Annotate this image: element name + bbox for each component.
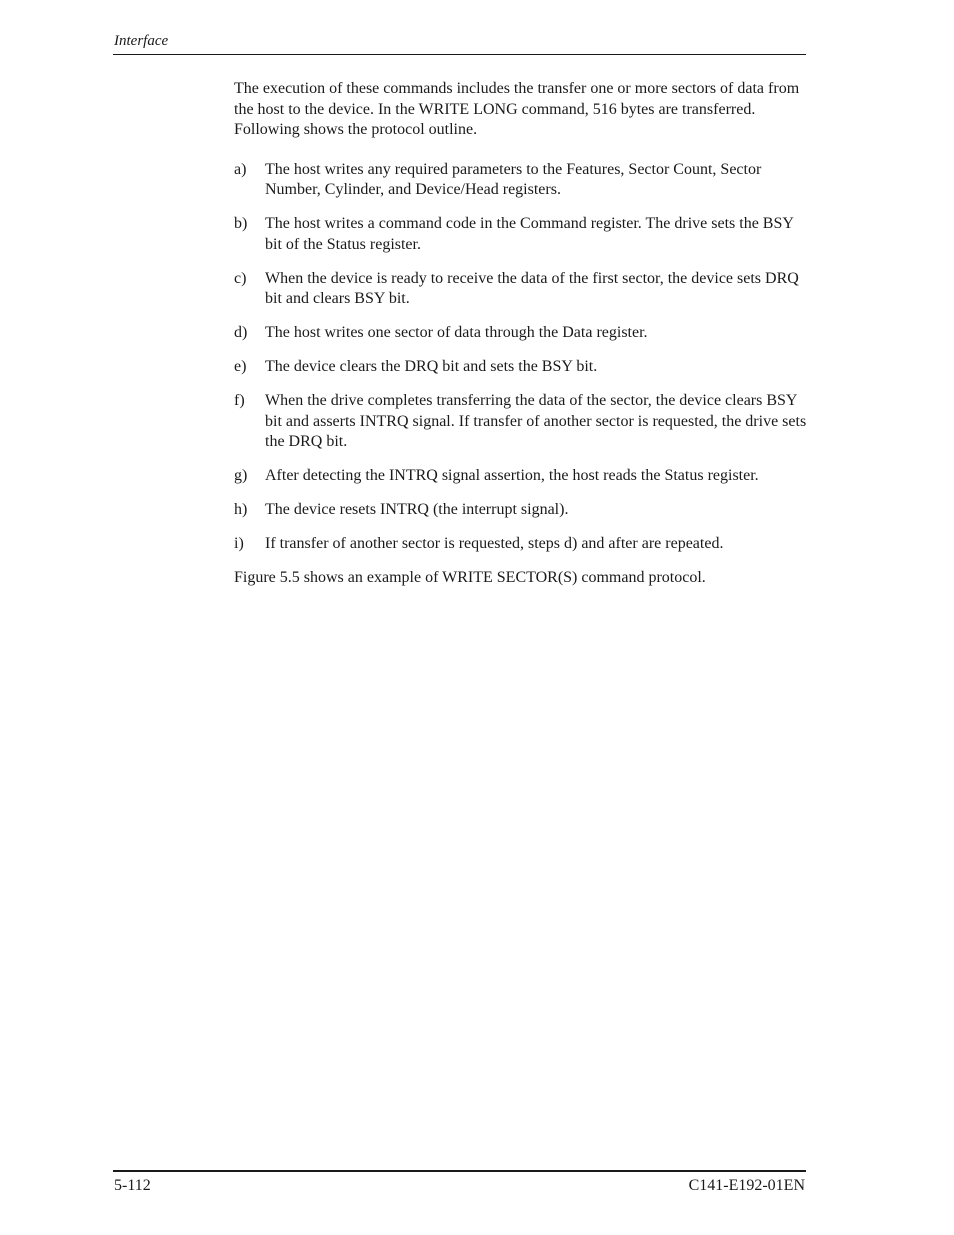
- protocol-step-d: [234, 323, 810, 344]
- running-header-title: Interface: [114, 33, 169, 49]
- document-code: C141-E192-01EN: [688, 1177, 805, 1194]
- step-label: g): [234, 467, 248, 484]
- protocol-step-e: [234, 357, 810, 378]
- step-label: c): [234, 269, 247, 287]
- step-text: When the drive completes transferring the data of the sector, the device clears BSY bit and asserts INTRQ signal. If transfer of another sector is requested, the drive sets the DRQ bit.: [265, 392, 807, 450]
- footer-rule: [113, 1170, 806, 1172]
- step-text: The host writes a command code in the Command register. The drive sets the BSY bit of the Status register.: [265, 215, 794, 253]
- step-text: If transfer of another sector is requested, steps d) and after are repeated.: [265, 535, 724, 552]
- step-text: The host writes one sector of data through the Data register.: [265, 324, 648, 341]
- protocol-step-i: [234, 534, 810, 555]
- step-text: The device clears the DRQ bit and sets the BSY bit.: [265, 358, 598, 375]
- protocol-step-c: [234, 269, 810, 310]
- step-text: When the device is ready to receive the data of the first sector, the device sets DRQ bit and clears BSY bit.: [265, 269, 799, 307]
- step-text: After detecting the INTRQ signal assertion, the host reads the Status register.: [265, 467, 759, 484]
- body-text: [234, 79, 810, 589]
- protocol-step-b: [234, 214, 810, 255]
- page-number: 5-112: [114, 1177, 151, 1194]
- protocol-step-g: [234, 466, 810, 487]
- closing-paragraph: Figure 5.5 shows an example of WRITE SECTOR(S) command protocol.: [234, 569, 706, 586]
- step-label: b): [234, 215, 248, 232]
- intro-paragraph: The execution of these commands includes the transfer one or more sectors of data from the host to the device. In the WRITE LONG command, 516 bytes are transferred. Following shows the protocol outline.: [234, 80, 800, 138]
- step-label: e): [234, 358, 247, 375]
- protocol-step-list: [234, 160, 810, 555]
- protocol-step-h: [234, 500, 810, 521]
- step-text: The device resets INTRQ (the interrupt signal).: [265, 501, 569, 518]
- step-text: The host writes any required parameters to the Features, Sector Count, Sector Number, Cylinder, and Device/Head registers.: [265, 160, 762, 198]
- protocol-step-a: [234, 160, 810, 201]
- step-label: h): [234, 501, 248, 518]
- step-label: i): [234, 535, 244, 552]
- header-rule: [113, 54, 806, 55]
- step-label: d): [234, 324, 248, 341]
- step-label: a): [234, 160, 247, 178]
- protocol-step-f: [234, 391, 810, 453]
- step-label: f): [234, 392, 245, 409]
